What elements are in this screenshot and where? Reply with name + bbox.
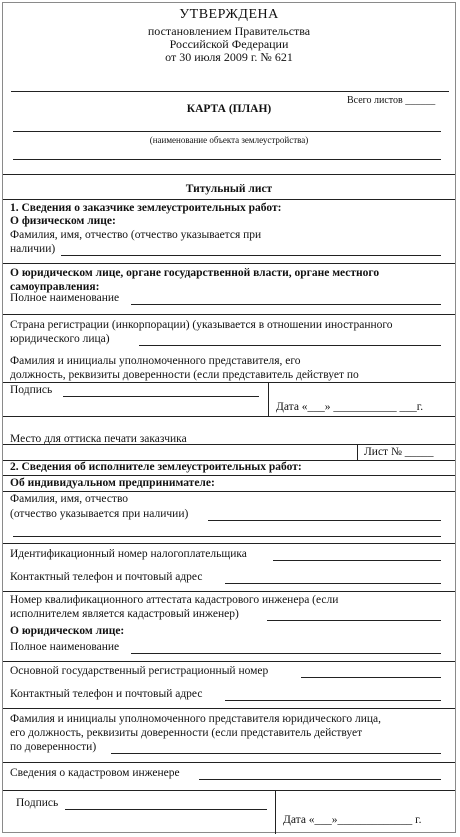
certificate-label-2: исполнителем является кадастровый инженер) <box>10 608 239 620</box>
legal-heading-1: О юридическом лице, органе государственной власти, органе местного <box>10 267 380 279</box>
ip-fio-field[interactable] <box>208 520 441 521</box>
physical-fio-field[interactable] <box>61 255 441 256</box>
legal-heading-2: самоуправления: <box>10 281 100 293</box>
approved-heading: УТВЕРЖДЕНА <box>179 7 279 22</box>
inn-field[interactable] <box>273 560 441 561</box>
inn-label: Идентификационный номер налогоплательщика <box>10 548 247 560</box>
divider <box>3 790 455 791</box>
legal-full-name-label: Полное наименование <box>10 292 120 304</box>
object-caption: (наименование объекта землеустройства) <box>149 135 309 145</box>
ip-fio-field-2[interactable] <box>13 536 441 537</box>
document-page <box>2 2 456 833</box>
divider <box>3 475 455 476</box>
executor-rep-label-2: его должность, реквизиты доверенности (если представитель действует <box>10 727 363 739</box>
executor-full-name-field[interactable] <box>131 653 441 654</box>
customer-signature-label: Подпись <box>10 384 53 396</box>
ogrn-label: Основной государственный регистрационный номер <box>10 665 269 677</box>
executor-rep-label: Фамилия и инициалы уполномоченного представителя юридического лица, <box>10 713 381 725</box>
ip-fio-label-2: (отчество указывается при наличии) <box>10 508 189 520</box>
divider <box>3 591 455 592</box>
ip-contact-field[interactable] <box>225 583 441 584</box>
cell-divider <box>357 444 358 460</box>
map-title: КАРТА (ПЛАН) <box>186 103 272 115</box>
divider <box>3 314 455 315</box>
object-name-line <box>13 131 441 132</box>
divider <box>3 444 455 445</box>
divider <box>3 543 455 544</box>
divider <box>3 382 455 383</box>
physical-fio-label-2: наличии) <box>10 243 56 255</box>
country-field[interactable] <box>139 345 441 346</box>
physical-person-heading: О физическом лице: <box>10 215 116 227</box>
ip-fio-label: Фамилия, имя, отчество <box>10 493 129 505</box>
legal-full-name-field[interactable] <box>131 304 441 305</box>
sheet-number: Лист № _____ <box>364 446 434 458</box>
executor-rep-field[interactable] <box>111 753 441 754</box>
cell-divider <box>268 382 269 416</box>
divider <box>3 263 455 264</box>
customer-date: Дата «___» ___________ ___г. <box>276 401 424 413</box>
executor-date: Дата «___»_____________ г. <box>283 814 422 826</box>
customer-signature-field[interactable] <box>63 396 259 397</box>
certificate-field[interactable] <box>267 620 441 621</box>
stamp-place: Место для оттиска печати заказчика <box>10 433 187 445</box>
divider <box>3 661 455 662</box>
representative-label-2: должность, реквизиты доверенности (если представитель действует по <box>10 369 359 381</box>
divider <box>3 174 455 175</box>
executor-full-name-label: Полное наименование <box>10 641 120 653</box>
legal-executor-heading: О юридическом лице: <box>10 625 125 637</box>
country-label: Страна регистрации (инкорпорации) (указывается в отношении иностранного <box>10 319 393 331</box>
divider <box>3 708 455 709</box>
approved-line-1: постановлением Правительства <box>147 24 311 38</box>
physical-fio-label: Фамилия, имя, отчество (отчество указывается при <box>10 229 262 241</box>
divider <box>3 762 455 763</box>
executor-contact-field[interactable] <box>225 700 441 701</box>
representative-label: Фамилия и инициалы уполномоченного представителя, его <box>10 355 301 367</box>
engineer-label: Сведения о кадастровом инженере <box>10 767 180 779</box>
executor-signature-field[interactable] <box>65 809 267 810</box>
ogrn-field[interactable] <box>301 677 441 678</box>
approved-line-3: от 30 июля 2009 г. № 621 <box>165 50 293 64</box>
divider <box>3 199 455 200</box>
cell-divider <box>275 790 276 834</box>
title-sheet-heading: Титульный лист <box>185 183 273 195</box>
ip-heading: Об индивидуальном предпринимателе: <box>10 477 215 489</box>
form-top-border <box>11 91 449 92</box>
executor-rep-label-3: по доверенности) <box>10 741 97 753</box>
approved-line-2: Российской Федерации <box>169 37 289 51</box>
divider <box>3 491 455 492</box>
object-name-line-2 <box>13 159 441 160</box>
ip-contact-label: Контактный телефон и почтовый адрес <box>10 571 203 583</box>
total-sheets: Всего листов ______ <box>347 95 436 106</box>
section1-title: 1. Сведения о заказчике землеустроительных работ: <box>10 202 282 214</box>
section2-title: 2. Сведения об исполнителе землеустроительных работ: <box>10 461 302 473</box>
executor-contact-label: Контактный телефон и почтовый адрес <box>10 688 203 700</box>
divider <box>3 416 455 417</box>
country-label-2: юридического лица) <box>10 333 110 345</box>
executor-signature-label: Подпись <box>16 797 59 809</box>
certificate-label: Номер квалификационного аттестата кадастрового инженера (если <box>10 594 339 606</box>
engineer-field[interactable] <box>199 779 441 780</box>
